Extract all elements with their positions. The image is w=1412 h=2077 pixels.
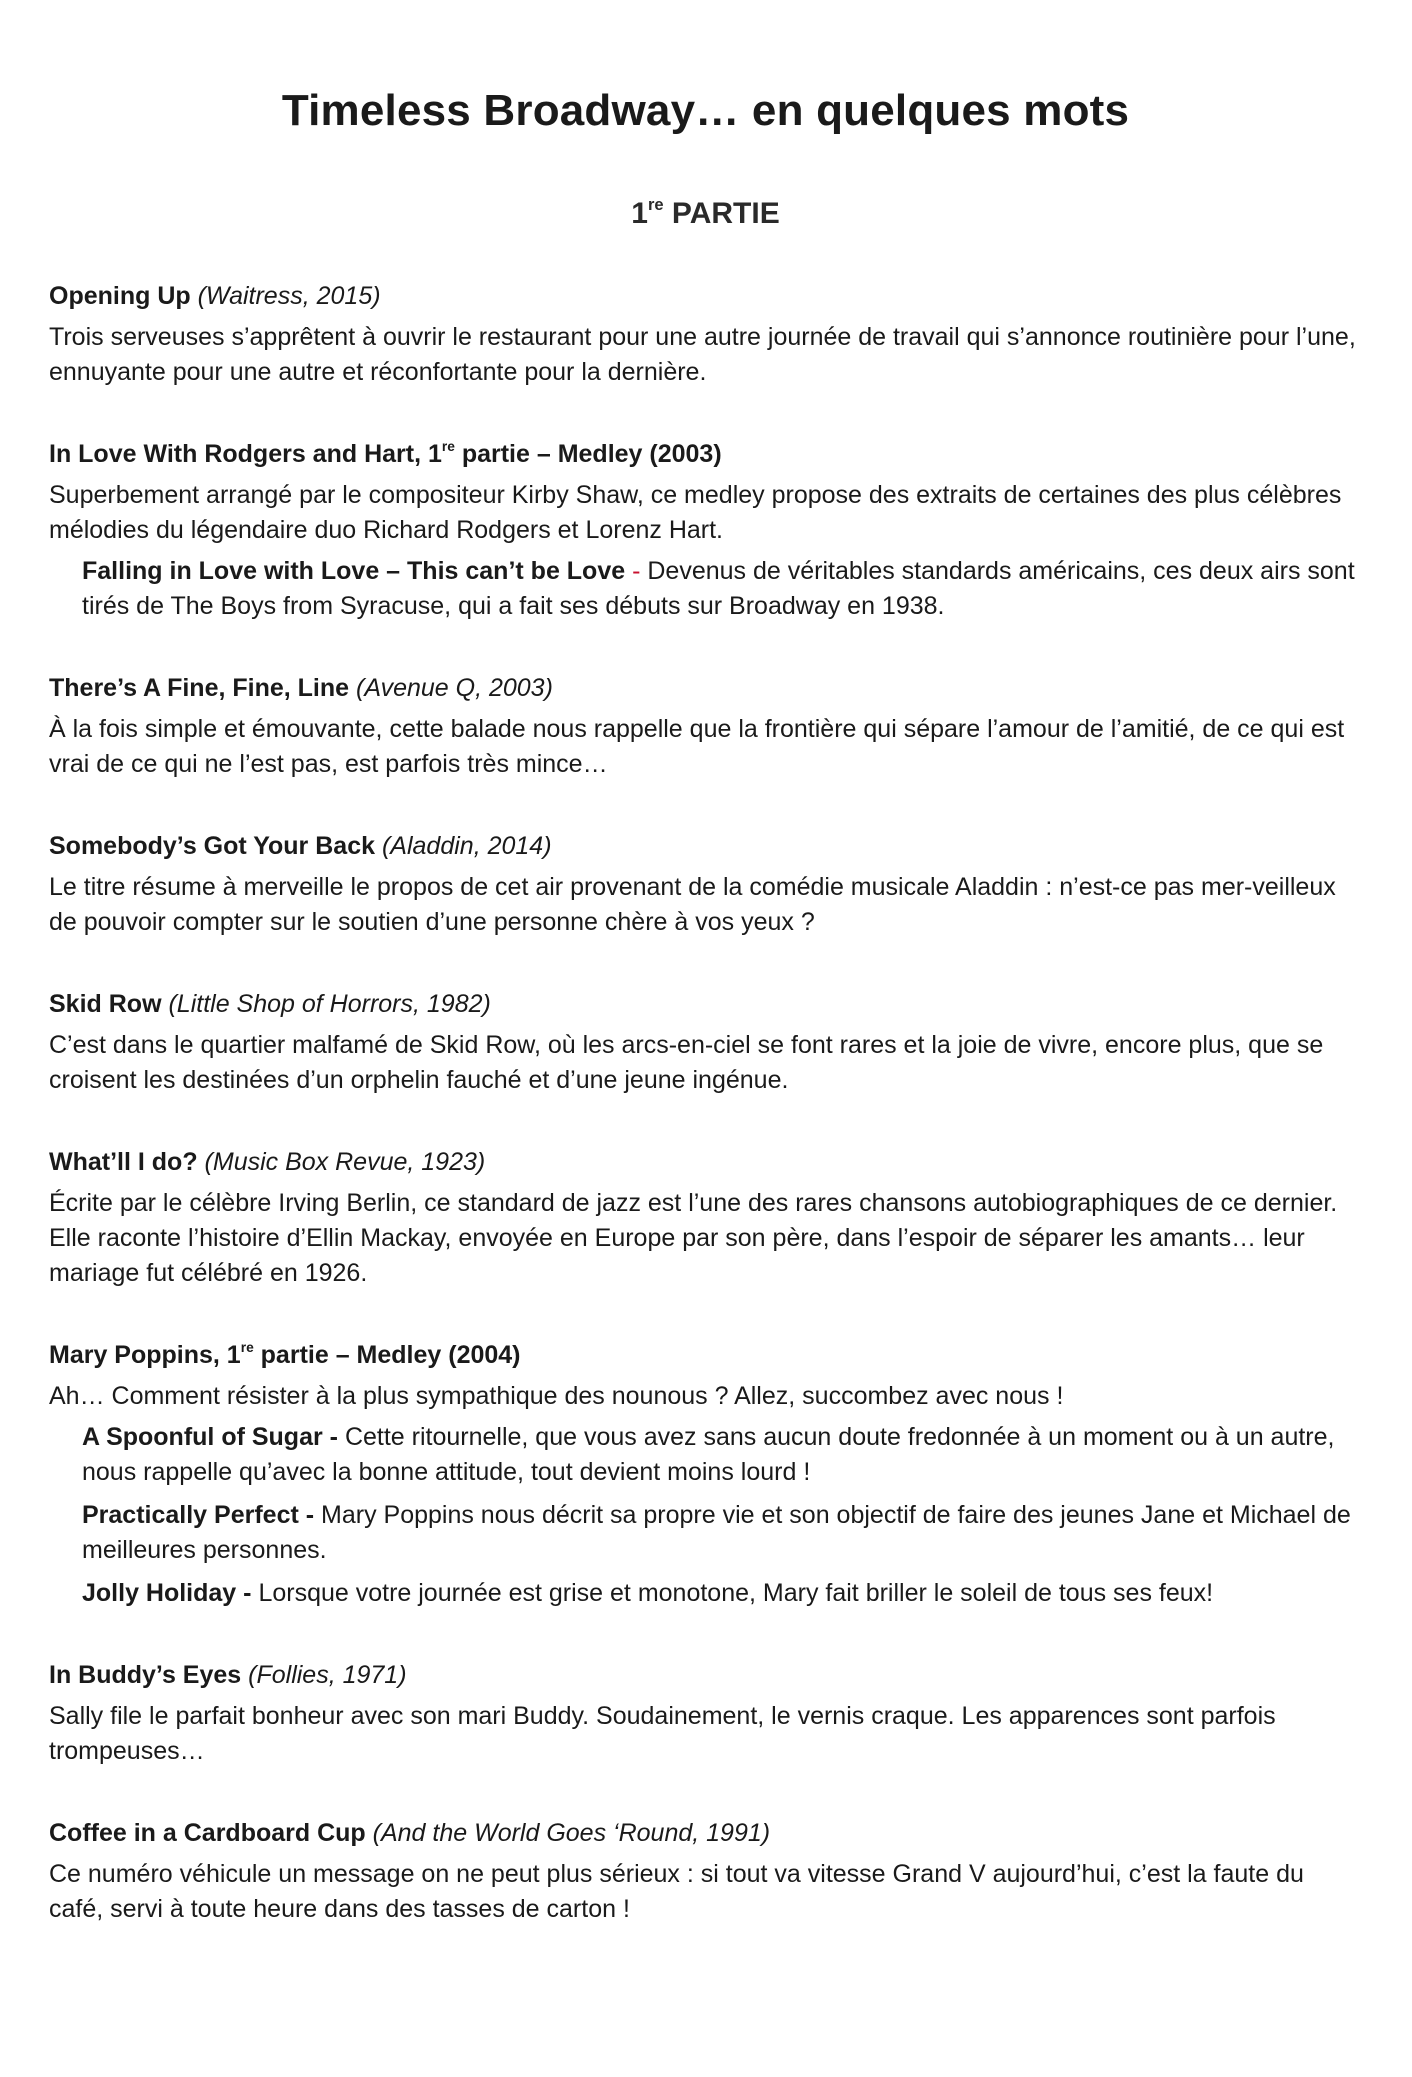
song-description: Écrite par le célèbre Irving Berlin, ce standard de jazz est l’une des rares chansons autobiographiques de ce dernier. Elle raconte l’histoire d’Ellin Mackay, envoyée en Europe par son père, dans l’espoir de séparer les amants… leur mariage fut célébré en 1926. bbox=[49, 1189, 1338, 1287]
medley-items bbox=[82, 554, 1362, 624]
song-source: (Waitress, 2015) bbox=[197, 282, 381, 310]
song-title-rest: partie – Medley (2004) bbox=[253, 1341, 521, 1369]
medley-items bbox=[82, 1420, 1362, 1611]
entry-heading bbox=[49, 986, 1362, 1022]
song-title: There’s A Fine, Fine, Line bbox=[49, 674, 350, 702]
song-title-main: Mary Poppins, 1 bbox=[49, 1341, 241, 1369]
program-entry bbox=[49, 278, 1362, 390]
song-source: (Avenue Q, 2003) bbox=[356, 674, 553, 702]
song-title-main: In Love With Rodgers and Hart, 1 bbox=[49, 440, 442, 468]
medley-item-separator: - bbox=[236, 1579, 259, 1607]
song-title-rest: partie – Medley (2003) bbox=[454, 440, 722, 468]
medley-item-title: Falling in Love with Love – This can’t be Love bbox=[82, 557, 626, 585]
entry-heading bbox=[49, 670, 1362, 706]
program-entry bbox=[49, 828, 1362, 940]
song-title: Coffee in a Cardboard Cup bbox=[49, 1819, 366, 1847]
song-title: What’ll I do? bbox=[49, 1148, 198, 1176]
medley-item-title: Practically Perfect bbox=[82, 1501, 299, 1529]
song-title bbox=[49, 440, 722, 468]
ordinal-suffix: re bbox=[240, 1340, 254, 1355]
program-entry bbox=[49, 670, 1362, 782]
medley-item bbox=[82, 1420, 1362, 1490]
entry-heading bbox=[49, 436, 1362, 472]
ordinal-suffix: re bbox=[441, 439, 455, 454]
part-heading bbox=[49, 192, 1362, 236]
medley-item-text: Cette ritournelle, que vous avez sans aucun doute fredonnée à un moment ou à un autre, nous rappelle qu’avec la bonne attitude, tout devient moins lourd ! bbox=[82, 1423, 1335, 1486]
entry-heading bbox=[49, 278, 1362, 314]
part-label: PARTIE bbox=[671, 197, 780, 230]
program-entry bbox=[49, 1337, 1362, 1611]
song-description: Ce numéro véhicule un message on ne peut plus sérieux : si tout va vitesse Grand V aujourd’hui, c’est la faute du café, servi à toute heure dans des tasses de carton ! bbox=[49, 1860, 1304, 1923]
song-description: Trois serveuses s’apprêtent à ouvrir le restaurant pour une autre journée de travail qui s’annonce routinière pour l’une, ennuyante pour une autre et réconfortante pour la dernière. bbox=[49, 323, 1356, 386]
song-source: (Music Box Revue, 1923) bbox=[204, 1148, 486, 1176]
program-entry bbox=[49, 986, 1362, 1098]
medley-item-separator: - bbox=[298, 1501, 322, 1529]
program-entry bbox=[49, 1144, 1362, 1291]
document-title: Timeless Broadway… en quelques mots bbox=[281, 86, 1130, 135]
entry-heading bbox=[49, 828, 1362, 864]
part-number: 1 bbox=[631, 197, 648, 230]
medley-item-separator: - bbox=[625, 557, 648, 585]
song-description: À la fois simple et émouvante, cette balade nous rappelle que la frontière qui sépare l’amour de l’amitié, de ce qui est vrai de ce qui ne l’est pas, est parfois très mince… bbox=[49, 715, 1345, 778]
entry-heading bbox=[49, 1815, 1362, 1851]
song-title: Somebody’s Got Your Back bbox=[49, 832, 376, 860]
song-description: C’est dans le quartier malfamé de Skid Row, où les arcs-en-ciel se font rares et la joie de vivre, encore plus, que se croisent les destinées d’un orphelin fauché et d’une jeune ingénue. bbox=[49, 1031, 1324, 1094]
entry-heading bbox=[49, 1337, 1362, 1373]
medley-item-title: Jolly Holiday bbox=[82, 1579, 237, 1607]
song-description: Superbement arrangé par le compositeur Kirby Shaw, ce medley propose des extraits de certaines des plus célèbres mélodies du légendaire duo Richard Rodgers et Lorenz Hart. bbox=[49, 481, 1342, 544]
program-entry bbox=[49, 1815, 1362, 1927]
medley-item-title: A Spoonful of Sugar bbox=[82, 1423, 323, 1451]
medley-item-text: Devenus de véritables standards américains, ces deux airs sont tirés de The Boys from Syracuse, qui a fait ses débuts sur Broadway en 1938. bbox=[82, 557, 1355, 620]
song-title: In Buddy’s Eyes bbox=[49, 1661, 242, 1689]
program-entries bbox=[49, 278, 1362, 1927]
part-ordinal-suffix: re bbox=[647, 195, 664, 214]
song-source: (And the World Goes ‘Round, 1991) bbox=[372, 1819, 771, 1847]
entry-heading bbox=[49, 1657, 1362, 1693]
program-entry bbox=[49, 436, 1362, 624]
program-entry bbox=[49, 1657, 1362, 1769]
song-description: Ah… Comment résister à la plus sympathique des nounous ? Allez, succombez avec nous ! bbox=[49, 1382, 1064, 1410]
song-description: Sally file le parfait bonheur avec son mari Buddy. Soudainement, le vernis craque. Les apparences sont parfois trompeuses… bbox=[49, 1702, 1276, 1765]
medley-item bbox=[82, 554, 1362, 624]
medley-item bbox=[82, 1498, 1362, 1568]
song-title bbox=[49, 1341, 521, 1369]
song-title: Opening Up bbox=[49, 282, 191, 310]
entry-heading bbox=[49, 1144, 1362, 1180]
medley-item-text: Lorsque votre journée est grise et monotone, Mary fait briller le soleil de tous ses feux! bbox=[258, 1579, 1214, 1607]
medley-item-separator: - bbox=[322, 1423, 345, 1451]
medley-item-text: Mary Poppins nous décrit sa propre vie et son objectif de faire des jeunes Jane et Michael de meilleures personnes. bbox=[82, 1501, 1351, 1564]
song-title: Skid Row bbox=[49, 990, 162, 1018]
song-description: Le titre résume à merveille le propos de cet air provenant de la comédie musicale Aladdin : n’est-ce pas mer-veilleux de pouvoir compter sur le soutien d’une personne chère à vos yeux ? bbox=[49, 873, 1336, 936]
song-source: (Aladdin, 2014) bbox=[381, 832, 552, 860]
song-source: (Follies, 1971) bbox=[248, 1661, 407, 1689]
medley-item bbox=[82, 1576, 1362, 1611]
song-source: (Little Shop of Horrors, 1982) bbox=[168, 990, 491, 1018]
